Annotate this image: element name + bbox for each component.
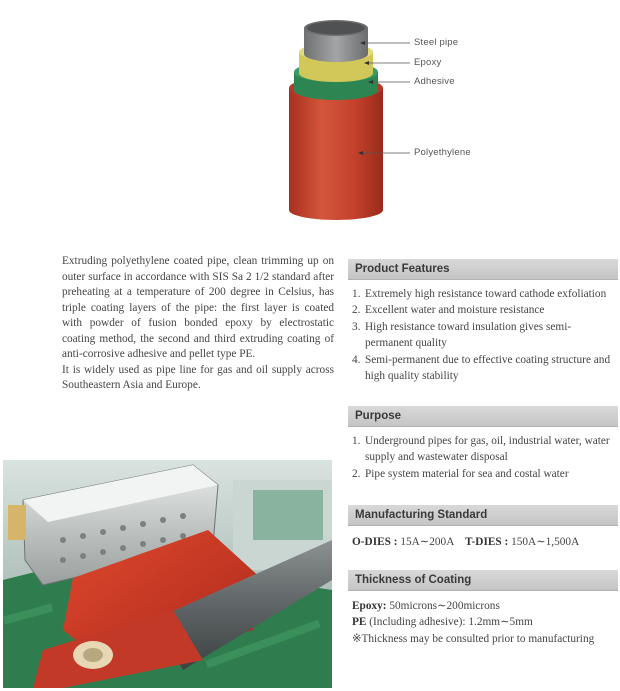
manufacturing-standard-title: Manufacturing Standard bbox=[348, 505, 618, 526]
purpose-section bbox=[348, 406, 618, 482]
manufacturing-standard-section bbox=[348, 505, 618, 550]
odies-label: O-DIES : bbox=[352, 536, 398, 548]
tdies-value: 150A∼1,500A bbox=[511, 536, 580, 548]
thickness-note: ※Thickness may be consulted prior to manufacturing bbox=[352, 632, 595, 645]
pe-thickness-line: PE (Including adhesive): 1.2mm∼5mm bbox=[352, 616, 533, 629]
pipe-layer-diagram bbox=[270, 10, 530, 230]
intro-paragraph-1: Extruding polyethylene coated pipe, clean trimming up on outer surface in accordance with SIS Sa 2 1/2 standard after preheating at a temperature of 200 degree in Celsius, has triple coating layers of the pipe: the first layer is coated with powder of fusion bonded epoxy by electrostatic coating method, the second and third extruding coating of anti-corrosive adhesive and pellet type PE. bbox=[62, 255, 334, 360]
intro-text bbox=[62, 254, 334, 394]
pipe-illustration bbox=[270, 10, 530, 230]
feature-item: 2. Excellent water and moisture resistance bbox=[352, 304, 545, 317]
purpose-item: 2. Pipe system material for sea and costal water bbox=[352, 467, 569, 480]
feature-item: 3. High resistance toward insulation gives semi-permanent quality bbox=[352, 320, 572, 350]
purpose-item: 1. Underground pipes for gas, oil, industrial water, water supply and wastewater disposal bbox=[352, 435, 610, 464]
label-adhesive: Adhesive bbox=[414, 76, 455, 87]
coating-machine-photo bbox=[3, 460, 332, 688]
coating-machine-illustration bbox=[3, 460, 332, 688]
thickness-title: Thickness of Coating bbox=[348, 570, 618, 591]
label-steel-pipe: Steel pipe bbox=[414, 37, 459, 48]
product-features-title: Product Features bbox=[348, 259, 618, 280]
tdies-label: T-DIES : bbox=[465, 536, 509, 548]
epoxy-thickness-line: Epoxy: 50microns∼200microns bbox=[352, 600, 500, 612]
purpose-title: Purpose bbox=[348, 406, 618, 427]
feature-item: 4. Semi-permanent due to effective coating structure and high quality stability bbox=[352, 353, 611, 383]
thickness-section bbox=[348, 570, 618, 647]
steel-pipe-layer bbox=[304, 20, 368, 62]
feature-item: 1. Extremely high resistance toward cathode exfoliation bbox=[352, 288, 607, 300]
product-features-list bbox=[352, 286, 618, 384]
label-epoxy: Epoxy bbox=[414, 57, 442, 68]
label-polyethylene: Polyethylene bbox=[414, 147, 471, 158]
odies-value: 15A∼200A bbox=[400, 536, 454, 548]
product-features-section bbox=[348, 259, 618, 384]
intro-paragraph-2: It is widely used as pipe line for gas and oil supply across Southeastern Asia and Europe. bbox=[62, 363, 334, 391]
purpose-list bbox=[352, 433, 618, 482]
